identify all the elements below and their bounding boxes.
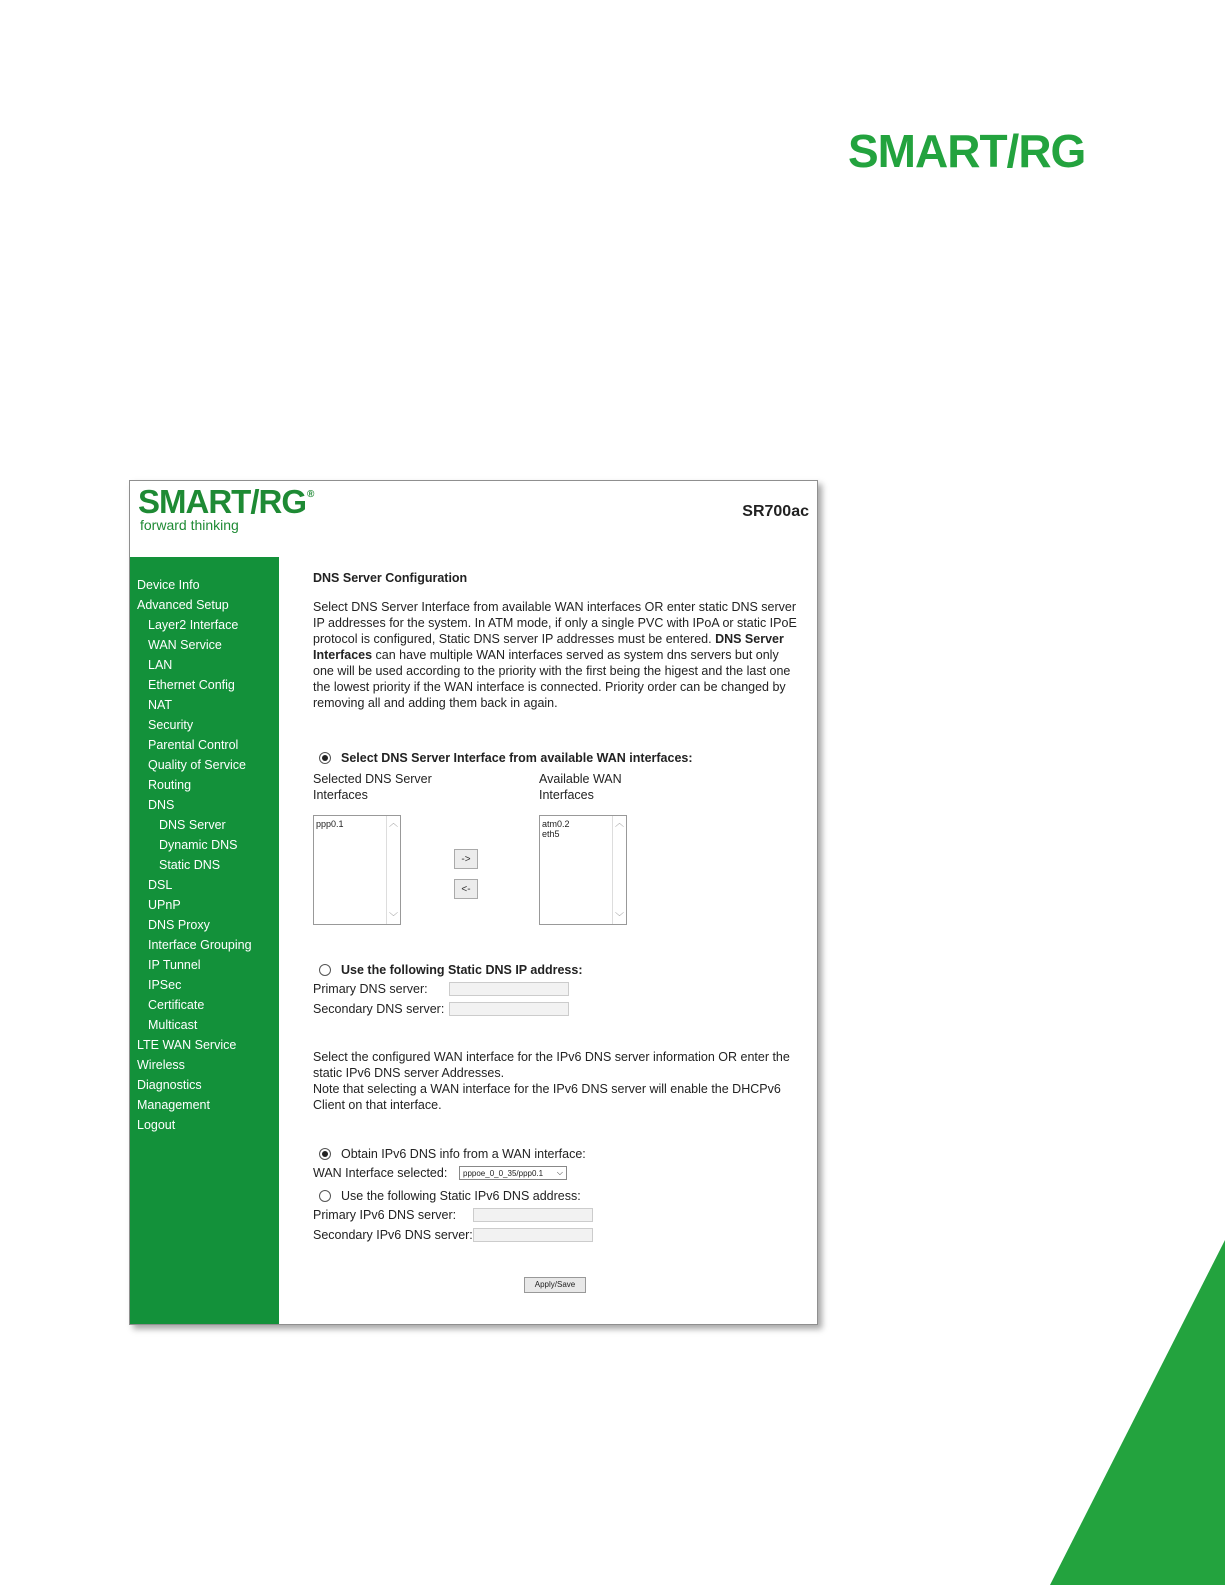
brand-name: SMART/RG bbox=[138, 483, 306, 520]
sidebar-item-wan-service[interactable]: WAN Service bbox=[148, 638, 222, 652]
sidebar-item-lte-wan-service[interactable]: LTE WAN Service bbox=[137, 1038, 237, 1052]
static-dns-option-label: Use the following Static DNS IP address: bbox=[341, 963, 583, 977]
ipv6-wan-option[interactable] bbox=[313, 1145, 803, 1163]
ipv6-wan-radio[interactable] bbox=[319, 1148, 331, 1160]
secondary-ipv6-label: Secondary IPv6 DNS server: bbox=[313, 1228, 473, 1242]
model-name: SR700ac bbox=[742, 503, 809, 520]
scrollbar[interactable] bbox=[612, 816, 626, 924]
list-item[interactable]: eth5 bbox=[542, 829, 560, 839]
add-interface-button[interactable]: -> bbox=[454, 849, 478, 869]
ipv6-note bbox=[313, 1049, 803, 1113]
list-item[interactable]: atm0.2 bbox=[542, 819, 570, 829]
dns-interface-option-label: Select DNS Server Interface from available WAN interfaces: bbox=[341, 751, 693, 765]
ipv6-note-line-1: Select the configured WAN interface for the IPv6 DNS server information OR enter the static IPv6 DNS server Addresses. bbox=[313, 1050, 790, 1080]
router-ui-screenshot bbox=[129, 480, 818, 1325]
static-dns-radio[interactable] bbox=[319, 964, 331, 976]
sidebar-item-dynamic-dns[interactable]: Dynamic DNS bbox=[159, 838, 238, 852]
wan-interface-row bbox=[313, 1163, 803, 1183]
sidebar-item-dns[interactable]: DNS bbox=[148, 798, 175, 812]
dns-interface-lists bbox=[313, 771, 803, 961]
primary-ipv6-row bbox=[313, 1205, 803, 1225]
sidebar-item-dns-server[interactable]: DNS Server bbox=[159, 818, 226, 832]
ipv6-static-radio[interactable] bbox=[319, 1190, 331, 1202]
sidebar-item-multicast[interactable]: Multicast bbox=[148, 1018, 198, 1032]
wan-interface-label: WAN Interface selected: bbox=[313, 1166, 448, 1180]
primary-dns-input[interactable] bbox=[449, 982, 569, 996]
sidebar-menu bbox=[130, 557, 279, 1135]
sidebar-item-ip-tunnel[interactable]: IP Tunnel bbox=[148, 958, 201, 972]
remove-interface-button[interactable]: <- bbox=[454, 879, 478, 899]
intro-bold-term: DNS Server Interfaces bbox=[313, 632, 784, 662]
secondary-dns-input[interactable] bbox=[449, 1002, 569, 1016]
ipv6-wan-option-label: Obtain IPv6 DNS info from a WAN interface: bbox=[341, 1147, 586, 1161]
apply-save-button[interactable]: Apply/Save bbox=[524, 1277, 586, 1293]
intro-paragraph bbox=[313, 599, 803, 711]
sidebar-item-management[interactable]: Management bbox=[137, 1098, 210, 1112]
registered-mark: ® bbox=[307, 489, 314, 500]
scroll-down-icon[interactable]: ﹀ bbox=[388, 912, 398, 922]
document-logo: SMART/RG bbox=[848, 125, 1086, 177]
sidebar-item-layer2-interface[interactable]: Layer2 Interface bbox=[148, 618, 239, 632]
sidebar-item-ipsec[interactable]: IPSec bbox=[148, 978, 182, 992]
dns-interface-radio[interactable] bbox=[319, 752, 331, 764]
brand-logo bbox=[138, 483, 313, 533]
sidebar-nav bbox=[130, 557, 279, 1324]
secondary-ipv6-input[interactable] bbox=[473, 1228, 593, 1242]
sidebar-item-dsl[interactable]: DSL bbox=[148, 878, 173, 892]
dns-interface-option[interactable] bbox=[313, 749, 803, 767]
brand-tagline: forward thinking bbox=[140, 517, 239, 533]
sidebar-item-quality-of-service[interactable]: Quality of Service bbox=[148, 758, 246, 772]
intro-rest-text: can have multiple WAN interfaces served as system dns servers but only one will be used according to the priority with the first being the higest and the last one the lowest priority if the WAN interface is connected. Priority order can be changed by removing all and adding them back in again. bbox=[313, 648, 791, 710]
sidebar-item-upnp[interactable]: UPnP bbox=[148, 898, 181, 912]
list-item[interactable]: ppp0.1 bbox=[316, 819, 344, 829]
secondary-dns-row bbox=[313, 999, 803, 1019]
primary-ipv6-label: Primary IPv6 DNS server: bbox=[313, 1208, 457, 1222]
scrollbar[interactable] bbox=[386, 816, 400, 924]
primary-ipv6-input[interactable] bbox=[473, 1208, 593, 1222]
sidebar-item-device-info[interactable]: Device Info bbox=[137, 578, 200, 592]
scroll-down-icon[interactable]: ﹀ bbox=[614, 912, 624, 922]
available-interfaces-listbox[interactable] bbox=[539, 815, 627, 925]
secondary-dns-label: Secondary DNS server: bbox=[313, 1002, 445, 1016]
secondary-ipv6-row bbox=[313, 1225, 803, 1245]
selected-interfaces-label: Selected DNS Server Interfaces bbox=[313, 772, 432, 802]
sidebar-item-static-dns[interactable]: Static DNS bbox=[159, 858, 221, 872]
sidebar-item-diagnostics[interactable]: Diagnostics bbox=[137, 1078, 202, 1092]
corner-accent-triangle bbox=[1050, 1240, 1225, 1585]
ipv6-static-option-label: Use the following Static IPv6 DNS address: bbox=[341, 1189, 581, 1203]
primary-dns-label: Primary DNS server: bbox=[313, 982, 428, 996]
sidebar-item-certificate[interactable]: Certificate bbox=[148, 998, 205, 1012]
primary-dns-row bbox=[313, 979, 803, 999]
sidebar-item-wireless[interactable]: Wireless bbox=[137, 1058, 185, 1072]
sidebar-item-nat[interactable]: NAT bbox=[148, 698, 173, 712]
scroll-up-icon[interactable]: ︿ bbox=[388, 818, 398, 828]
static-dns-option[interactable] bbox=[313, 961, 803, 979]
sidebar-item-routing[interactable]: Routing bbox=[148, 778, 192, 792]
sidebar-item-interface-grouping[interactable]: Interface Grouping bbox=[148, 938, 252, 952]
sidebar-item-parental-control[interactable]: Parental Control bbox=[148, 738, 239, 752]
wan-interface-value: pppoe_0_0_35/ppp0.1 bbox=[463, 1168, 544, 1178]
wan-interface-select[interactable] bbox=[459, 1166, 567, 1180]
chevron-down-icon: ⌵ bbox=[556, 1168, 563, 1177]
available-interfaces-label: Available WAN Interfaces bbox=[539, 772, 622, 802]
intro-text: Select DNS Server Interface from available WAN interfaces OR enter static DNS server IP addresses for the system. In ATM mode, if only a single PVC with IPoA or static IPoE protocol is configured, Static DNS server IP addresses must be entered. bbox=[313, 600, 797, 646]
sidebar-item-dns-proxy[interactable]: DNS Proxy bbox=[148, 918, 210, 932]
scroll-up-icon[interactable]: ︿ bbox=[614, 818, 624, 828]
main-content bbox=[313, 571, 803, 1245]
sidebar-item-logout[interactable]: Logout bbox=[137, 1118, 176, 1132]
sidebar-item-lan[interactable]: LAN bbox=[148, 658, 173, 672]
sidebar-item-security[interactable]: Security bbox=[148, 718, 194, 732]
page-title: DNS Server Configuration bbox=[313, 571, 468, 585]
sidebar-item-advanced-setup[interactable]: Advanced Setup bbox=[137, 598, 229, 612]
sidebar-item-ethernet-config[interactable]: Ethernet Config bbox=[148, 678, 235, 692]
selected-interfaces-listbox[interactable] bbox=[313, 815, 401, 925]
ipv6-static-option[interactable] bbox=[313, 1187, 803, 1205]
ipv6-note-line-2: Note that selecting a WAN interface for the IPv6 DNS server will enable the DHCPv6 Client on that interface. bbox=[313, 1082, 781, 1112]
